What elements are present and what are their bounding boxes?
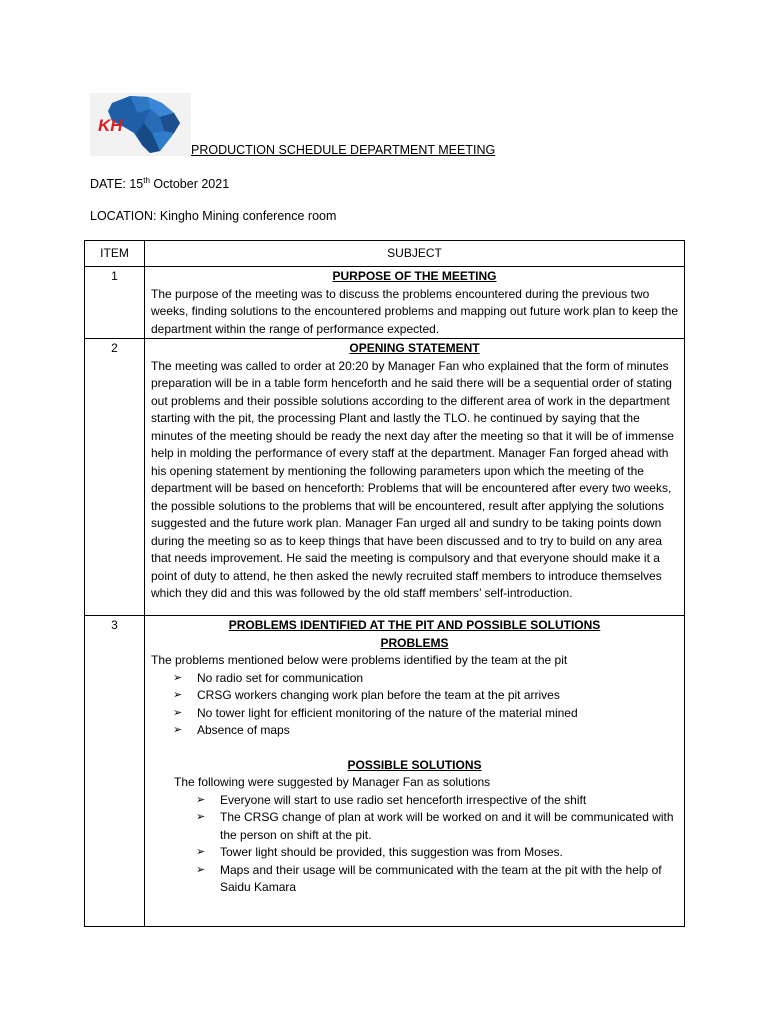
solutions-block xyxy=(151,774,678,897)
list-item: ➢ Tower light should be provided, this suggestion was from Moses. xyxy=(196,844,678,862)
africa-map-logo-icon xyxy=(90,93,191,156)
meeting-date xyxy=(90,176,229,191)
row-item-number: 2 xyxy=(85,339,145,616)
row-item-number: 3 xyxy=(85,616,145,927)
list-item: ➢ Everyone will start to use radio set henceforth irrespective of the shift xyxy=(196,792,678,810)
row-subject xyxy=(145,267,685,339)
table-row xyxy=(85,616,685,927)
problems-list xyxy=(151,670,678,740)
row-subject xyxy=(145,339,685,616)
list-item: ➢ No radio set for communication xyxy=(173,670,678,688)
section-subtitle-solutions: POSSIBLE SOLUTIONS xyxy=(347,757,482,772)
column-header-subject: SUBJECT xyxy=(145,241,685,267)
meeting-location: LOCATION: Kingho Mining conference room xyxy=(90,209,337,223)
list-item: ➢ Maps and their usage will be communicated with the team at the pit with the help of Saidu Kamara xyxy=(196,862,678,897)
list-item: ➢ The CRSG change of plan at work will be worked on and it will be communicated with the person on shift at the pit. xyxy=(196,809,678,844)
row-item-number: 1 xyxy=(85,267,145,339)
section-subtitle-problems: PROBLEMS xyxy=(380,635,449,650)
section-title-pit: PROBLEMS IDENTIFIED AT THE PIT AND POSSIBLE SOLUTIONS xyxy=(228,618,601,632)
date-label: DATE: 15 xyxy=(90,177,144,192)
solutions-list xyxy=(174,792,678,897)
table-row xyxy=(85,267,685,339)
table-header-row xyxy=(85,241,685,267)
date-rest: October 2021 xyxy=(149,177,230,192)
list-item: ➢ No tower light for efficient monitoring of the nature of the material mined xyxy=(173,705,678,723)
date-suffix: th xyxy=(143,176,150,185)
opening-body: The meeting was called to order at 20:20 by Manager Fan who explained that the form of minutes preparation will be in a table form henceforth and he said there will be a sequential order of stating out problems and their possible solutions according to the different area of work in the department starting with the pit, the processing Plant and lastly the TLO. he continued by saying that the minutes of the meeting should be ready the next day after the meeting so that it will be of immense help in molding the performance of every staff at the department. Manager Fan forged ahead with his opening statement by mentioning the following parameters upon which the meeting of the department will be based on henceforth: Problems that will be encountered after every two weeks, the possible solutions to the problems that will be encountered, result after applying the solutions suggested and the future work plan. Manager Fan urged all and sundry to be taking points down during the meeting so as to keep things that have been discussed and to try to build on any area that needs improvement. He said the meeting is compulsory and that everyone should make it a point of duty to attend, he then asked the newly recruited staff members to introduce themselves which they did and this was followed by the old staff members’ self-introduction. xyxy=(151,358,674,600)
section-title-opening: OPENING STATEMENT xyxy=(349,341,480,355)
svg-text:KH: KH xyxy=(98,116,123,135)
minutes-table xyxy=(84,240,685,927)
row-subject xyxy=(145,616,685,927)
document-title: PRODUCTION SCHEDULE DEPARTMENT MEETING xyxy=(191,143,496,157)
company-logo xyxy=(90,93,191,156)
purpose-body: The purpose of the meeting was to discuss the problems encountered during the previous two weeks, finding solutions to the encountered problems and mapping out future work plan to keep the department within the range of performance expected. xyxy=(151,286,678,336)
list-item: ➢ Absence of maps xyxy=(173,722,678,740)
list-item: ➢ CRSG workers changing work plan before the team at the pit arrives xyxy=(173,687,678,705)
table-row xyxy=(85,339,685,616)
solutions-intro: The following were suggested by Manager Fan as solutions xyxy=(174,775,491,789)
problems-intro: The problems mentioned below were problems identified by the team at the pit xyxy=(151,653,568,667)
section-title-purpose: PURPOSE OF THE MEETING xyxy=(332,269,497,283)
column-header-item: ITEM xyxy=(85,241,145,267)
